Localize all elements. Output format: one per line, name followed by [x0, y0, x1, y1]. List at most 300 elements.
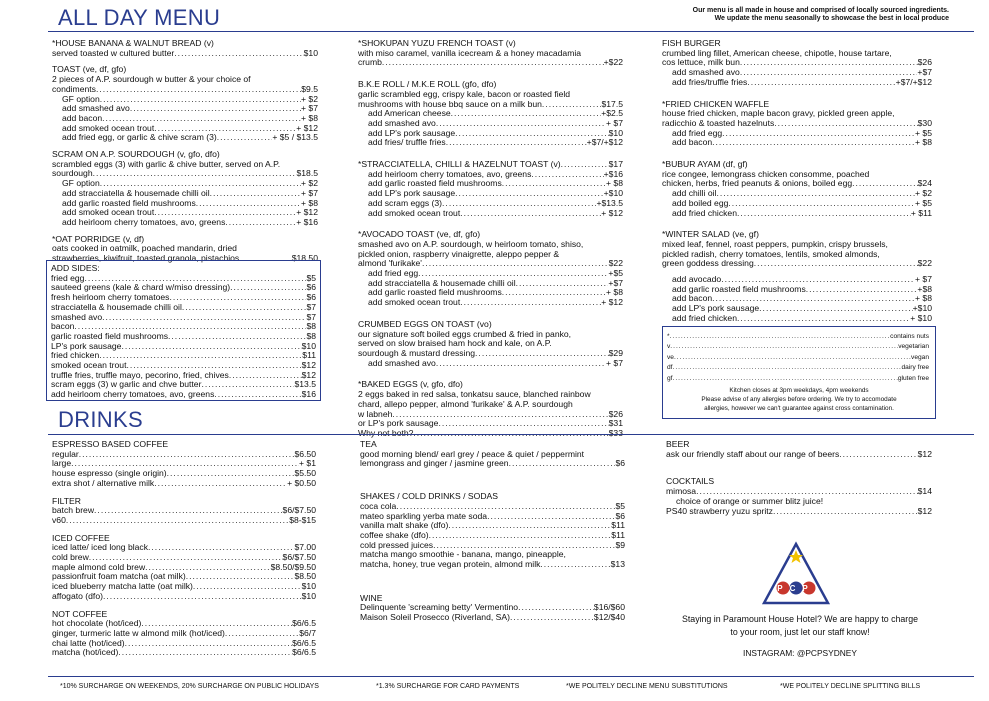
item-label: GF option — [62, 179, 100, 189]
item-label: mimosa — [666, 487, 697, 497]
item-price: $8 — [306, 322, 316, 332]
item-label: mushrooms with house bbq sauce on a milk bun — [358, 99, 542, 109]
menu-item-scram — [52, 150, 318, 228]
dot-leader — [722, 129, 915, 139]
item-line — [662, 58, 932, 68]
drink-section-title: ICED COFFEE — [52, 532, 110, 543]
dot-leader — [169, 293, 306, 303]
dot-leader — [130, 104, 301, 114]
item-label: large — [52, 459, 72, 469]
drink-item — [52, 479, 316, 489]
allergy-note-2: allergies, however we can't guarantee against cross contamination. — [704, 405, 894, 412]
menu-item-bubur-ayam — [662, 160, 932, 218]
item-label: add fried egg — [672, 128, 723, 138]
add-on-line — [662, 138, 932, 148]
add-on-line — [358, 279, 623, 289]
item-price: +$22 — [603, 58, 623, 68]
dot-leader — [125, 639, 292, 649]
item-label: smoked ocean trout — [51, 361, 127, 371]
item-label: strawberries, kiwifruit, toasted granola, pistachios — [52, 254, 240, 264]
drink-item — [52, 506, 316, 516]
add-on-line — [358, 199, 623, 209]
item-title: *OAT PORRIDGE (v, df) — [52, 233, 145, 244]
drink-section-title: COCKTAILS — [666, 476, 715, 487]
legend-item — [667, 332, 929, 342]
dot-leader — [747, 78, 895, 88]
tea-section — [360, 440, 625, 469]
add-on-line — [52, 189, 318, 199]
dot-leader — [174, 49, 303, 59]
add-on-line — [358, 170, 623, 180]
dot-leader — [148, 543, 294, 553]
item-label: batch brew — [52, 506, 95, 516]
item-label: add fried chicken — [672, 313, 737, 323]
drink-item — [360, 459, 625, 469]
item-label: add heirloom cherry tomatoes, avo, greens — [62, 217, 226, 227]
side-item — [51, 313, 316, 323]
item-title: *HOUSE BANANA & WALNUT BREAD (v) — [52, 38, 214, 48]
item-price: + $5 — [915, 198, 932, 208]
dot-leader — [774, 119, 917, 129]
item-title-line — [358, 160, 623, 170]
item-price: $26 — [608, 409, 623, 419]
item-description: served on slow braised ham hock and kale, on A.P. — [358, 338, 552, 349]
item-description: rice congee, lemongrass chicken consomme, poached — [662, 168, 870, 179]
item-label: add stracciatella & housemade chilli oil — [368, 278, 516, 288]
side-item — [51, 274, 316, 284]
dot-leader — [89, 553, 283, 563]
item-price: $30 — [917, 118, 932, 128]
add-sides-title: ADD SIDES: — [51, 263, 100, 273]
item-price: $11 — [611, 521, 625, 531]
item-price: + $8 — [915, 294, 932, 304]
item-label: hot chocolate (hot/iced) — [52, 619, 142, 629]
item-line — [358, 349, 623, 359]
item-label: add garlic roasted field mushrooms — [62, 198, 196, 208]
item-label: cold pressed juices — [360, 540, 434, 550]
item-price: $11 — [611, 530, 625, 540]
dot-leader — [670, 342, 898, 352]
item-label: fried chicken — [51, 351, 100, 361]
dot-leader — [193, 582, 302, 592]
dot-leader — [442, 199, 596, 209]
item-price: $6/6.5 — [292, 648, 316, 658]
item-price: $17.5 — [601, 99, 623, 109]
item-price: $6 — [615, 511, 625, 521]
drink-section-title: SHAKES / COLD DRINKS / SODAS — [360, 491, 499, 502]
item-label: scram eggs (3) w garlic and chve butter — [51, 380, 202, 390]
drinks-divider — [48, 434, 974, 435]
dot-leader — [561, 160, 609, 170]
drink-item — [360, 613, 625, 623]
drink-item — [52, 619, 316, 629]
drink-item — [52, 648, 316, 658]
item-title: FISH BURGER — [662, 38, 721, 48]
dot-leader — [455, 189, 603, 199]
menu-item-shokupan — [358, 39, 623, 68]
item-label: matcha (hot/iced) — [52, 648, 119, 658]
item-title: SCRAM ON A.P. SOURDOUGH (v, gfo, dfo) — [52, 149, 220, 160]
instagram-handle[interactable]: INSTAGRAM: @PCPSYDNEY — [743, 648, 857, 658]
side-item — [51, 342, 316, 352]
item-label: mateo sparkling yerba mate soda — [360, 511, 488, 521]
item-line — [358, 410, 623, 420]
dot-leader — [210, 189, 301, 199]
item-price: +$5 — [608, 269, 623, 279]
add-on-line — [662, 199, 932, 209]
wine-section — [360, 594, 625, 623]
drink-section-title: WINE — [360, 592, 383, 603]
item-label: *STRACCIATELLA, CHILLI & HAZELNUT TOAST (v) — [358, 160, 561, 170]
item-description: smashed avo on A.P. sourdough, w heirloom tomato, shiso, — [358, 238, 584, 249]
item-label: smashed avo — [51, 312, 103, 322]
filter-section — [52, 497, 316, 526]
item-price: + $12 — [296, 123, 318, 133]
item-title: *FRIED CHICKEN WAFFLE — [662, 98, 770, 109]
item-label: sourdough — [52, 169, 93, 179]
not-coffee-section — [52, 610, 316, 659]
item-price: $8 — [306, 331, 316, 341]
hotel-note: Staying in Paramount House Hotel? We are happy to charge to your room, just let our staff know! — [681, 614, 919, 637]
item-title: *AVOCADO TOAST (ve, df, gfo) — [358, 229, 481, 240]
item-line — [358, 259, 623, 269]
item-label: bacon — [51, 322, 75, 332]
item-price: + $2 — [301, 179, 318, 189]
drink-item — [52, 563, 316, 573]
add-on-line — [358, 359, 623, 369]
menu-item-baked-eggs — [358, 380, 623, 438]
dot-leader — [214, 390, 301, 400]
dot-leader — [754, 259, 918, 269]
dot-leader — [475, 349, 609, 359]
item-price: $10 — [301, 341, 316, 351]
item-price: $9 — [615, 540, 625, 550]
dot-leader — [438, 419, 608, 429]
item-label: add fried egg — [368, 269, 419, 279]
item-price: + $8 — [606, 288, 623, 298]
item-price: + $2 — [915, 189, 932, 199]
drink-section-title: NOT COFFEE — [52, 608, 108, 619]
legend-item — [667, 353, 929, 363]
dot-leader — [71, 459, 299, 469]
item-price: vegetarian — [898, 343, 929, 351]
item-label: df — [667, 364, 673, 372]
dot-leader — [182, 303, 307, 313]
item-label: add bacon — [672, 138, 713, 148]
drink-item — [52, 450, 316, 460]
dot-leader — [126, 361, 301, 371]
drink-item — [52, 459, 316, 469]
item-label: add bacon — [672, 294, 713, 304]
dot-leader — [79, 450, 295, 460]
add-on-line — [358, 298, 623, 308]
item-description: our signature soft boiled eggs crumbed & fried in panko, — [358, 328, 572, 339]
item-price: $17 — [608, 160, 623, 170]
logo-text: PCP — [777, 584, 815, 593]
drink-item — [52, 469, 316, 479]
item-price: $13 — [610, 560, 625, 570]
item-price: + $7 — [606, 118, 623, 128]
menu-item-avocado-toast — [358, 230, 623, 308]
drink-item — [52, 516, 316, 526]
dot-leader — [154, 124, 296, 134]
item-label: add smashed avo — [368, 358, 436, 368]
add-on-line — [52, 114, 318, 124]
item-price: $6/6.5 — [292, 638, 316, 648]
drink-item — [52, 639, 316, 649]
espresso-section — [52, 440, 316, 489]
item-label: add scram eggs (3) — [368, 198, 443, 208]
drinks-title: DRINKS — [58, 407, 143, 432]
drink-item — [360, 502, 625, 512]
drink-line: good morning blend/ earl grey / peace & quiet / peppermint — [360, 448, 585, 459]
side-item — [51, 390, 316, 400]
item-price: $8.50 — [294, 572, 316, 582]
item-title: *BUBUR AYAM (df, gf) — [662, 159, 748, 170]
dot-leader — [737, 209, 911, 219]
item-price: + $2 — [301, 94, 318, 104]
dot-leader — [382, 58, 604, 68]
item-label: add garlic roasted field mushrooms — [368, 179, 502, 189]
add-on-line — [52, 133, 318, 143]
item-price: $5.50 — [294, 469, 316, 479]
item-price: $7.00 — [294, 543, 316, 553]
dot-leader — [487, 512, 615, 522]
dot-leader — [673, 374, 898, 384]
item-line — [662, 119, 932, 129]
item-price: $8-$15 — [289, 515, 316, 525]
item-price: + $7 — [915, 275, 932, 285]
item-description: garlic scrambled egg, crispy kale, bacon or roasted field — [358, 88, 571, 99]
dot-leader — [422, 259, 609, 269]
add-on-line — [52, 199, 318, 209]
legend-item — [667, 374, 929, 384]
item-price: $5 — [306, 273, 316, 283]
dot-leader — [94, 506, 283, 516]
item-label: add boiled egg — [672, 198, 729, 208]
item-price: $12 — [917, 449, 932, 459]
item-label: iced blueberry matcha latte (oat milk) — [52, 582, 193, 592]
item-price: $10 — [608, 128, 623, 138]
item-label: add garlic roasted field mushrooms — [672, 284, 806, 294]
pcp-logo — [762, 541, 830, 605]
item-label: Delinquente 'screaming betty' Vermentino — [360, 603, 519, 613]
drink-item — [666, 507, 932, 517]
add-on-line — [662, 189, 932, 199]
dot-leader — [674, 353, 911, 363]
add-on-line — [358, 129, 623, 139]
dot-leader — [540, 560, 610, 570]
dot-leader — [436, 119, 606, 129]
item-label: GF option — [62, 94, 100, 104]
dot-leader — [225, 218, 296, 228]
dot-leader — [186, 572, 295, 582]
item-label: add smoked ocean trout — [62, 123, 155, 133]
drink-section-title: FILTER — [52, 495, 81, 506]
menu-item-stracciatella — [358, 160, 623, 218]
item-label: chai latte (hot/iced) — [52, 638, 125, 648]
dot-leader — [93, 169, 297, 179]
side-item — [51, 371, 316, 381]
item-label: v — [667, 343, 671, 351]
item-description: pickled radish, cherry tomatoes, lentils, smoked almonds, — [662, 248, 880, 259]
dot-leader — [118, 648, 292, 658]
item-price: + $7 — [301, 104, 318, 114]
menu-item-bke-roll — [358, 80, 623, 148]
drinks-column-2 — [360, 440, 625, 623]
item-price: $12 — [301, 370, 316, 380]
item-price: +$7/+$12 — [895, 77, 932, 87]
item-line — [52, 49, 318, 59]
drink-item — [52, 629, 316, 639]
dot-leader — [670, 332, 891, 342]
item-description: house fried chicken, maple bacon gravy, pickled green apple, — [662, 108, 895, 119]
dot-leader — [451, 109, 602, 119]
item-label: coffee shake (dfo) — [360, 530, 429, 540]
item-price: + $16 — [296, 217, 318, 227]
item-label: add smashed avo — [368, 118, 436, 128]
item-label: sauteed greens (kale & chard w/miso dressing) — [51, 283, 231, 293]
item-price: $11 — [302, 351, 316, 361]
item-price: $7 — [306, 302, 316, 312]
add-on-line — [52, 124, 318, 134]
dot-leader — [673, 363, 902, 373]
dot-leader — [418, 269, 608, 279]
item-price: + $12 — [296, 208, 318, 218]
item-label: add smoked ocean trout — [62, 208, 155, 218]
drink-item — [52, 553, 316, 563]
legend-item — [667, 342, 929, 352]
page-title: ALL DAY MENU — [58, 5, 221, 30]
add-on-line — [52, 95, 318, 105]
item-price: $31 — [608, 419, 623, 429]
menu-item-fish-burger — [662, 39, 932, 88]
dot-leader — [448, 521, 611, 531]
item-price: +$8 — [917, 284, 932, 294]
item-price: $29 — [608, 348, 623, 358]
dot-leader — [839, 450, 917, 460]
item-price: $5 — [615, 501, 625, 511]
item-price: +$7/+$12 — [586, 138, 623, 148]
item-label: house espresso (single origin) — [52, 469, 167, 479]
menu-item-winter-salad — [662, 230, 932, 323]
drink-section-title: TEA — [360, 439, 377, 449]
item-label: passionfruit foam matcha (oat milk) — [52, 572, 186, 582]
item-label: add fries/truffle fries — [672, 77, 748, 87]
legend-item — [667, 363, 929, 373]
menu-item-toast — [52, 65, 318, 143]
add-on-line — [358, 119, 623, 129]
dot-leader — [740, 58, 918, 68]
item-description: pickled onion, raspberry vinaigrette, aleppo pepper & — [358, 248, 560, 259]
add-on-line — [662, 129, 932, 139]
item-price: + $11 — [910, 208, 932, 218]
item-price: $6/7 — [299, 628, 316, 638]
item-label: add fries/ truffle fries — [368, 138, 446, 148]
item-label: iced latte/ iced long black — [52, 543, 149, 553]
side-item — [51, 332, 316, 342]
item-price: contains nuts — [890, 333, 929, 340]
item-title: *SHOKUPAN YUZU FRENCH TOAST (v) — [358, 38, 516, 48]
add-sides-box — [46, 260, 321, 401]
dot-leader — [436, 359, 606, 369]
dot-leader — [102, 313, 306, 323]
item-label: add fried egg, or garlic & chive scram (3) — [62, 133, 217, 143]
dot-leader — [74, 322, 306, 332]
item-label: v60 — [52, 515, 66, 525]
item-price: +$16 — [603, 169, 623, 179]
menu-column-2 — [358, 39, 623, 439]
item-label: LP's pork sausage — [51, 341, 122, 351]
dot-leader — [145, 563, 270, 573]
menu-column-3 — [662, 39, 932, 324]
item-label: matcha, honey, true vegan protein, almond milk — [360, 560, 541, 570]
dot-leader — [712, 138, 915, 148]
dot-leader — [196, 199, 301, 209]
side-item — [51, 283, 316, 293]
item-price: + $8 — [301, 113, 318, 123]
drink-item — [52, 592, 316, 602]
item-label: affogato (dfo) — [52, 591, 103, 601]
item-label: w labneh — [358, 409, 393, 419]
item-description: with miso caramel, vanilla icecream & a honey macadamia — [358, 47, 582, 58]
dot-leader — [542, 100, 602, 110]
add-on-line — [358, 209, 623, 219]
dot-leader — [518, 603, 594, 613]
add-on-line — [358, 269, 623, 279]
drink-section-title: BEER — [666, 439, 690, 449]
item-label: ve — [667, 353, 674, 361]
dot-leader — [102, 114, 301, 124]
item-price: + $10 — [910, 313, 932, 323]
drink-line: choice of orange or summer blitz juice! — [676, 495, 824, 506]
item-price: $6.50 — [294, 449, 316, 459]
item-price: $13.5 — [294, 380, 316, 390]
footer-surcharge: *10% SURCHARGE ON WEEKENDS, 20% SURCHARGE ON PUBLIC HOLIDAYS — [60, 683, 319, 690]
drink-item — [52, 572, 316, 582]
dot-leader — [716, 189, 915, 199]
dot-leader — [429, 531, 612, 541]
item-label: add avocado — [672, 275, 722, 285]
add-on-line — [358, 138, 623, 148]
dot-leader — [66, 516, 289, 526]
drink-item — [666, 450, 932, 460]
dot-leader — [84, 274, 306, 284]
item-price: $22 — [608, 259, 623, 269]
side-item — [51, 303, 316, 313]
item-price: $26 — [917, 58, 932, 68]
dot-leader — [217, 133, 273, 143]
item-title: *BAKED EGGS (v, gfo, dfo) — [358, 379, 463, 390]
item-label: add garlic roasted field mushrooms — [368, 288, 502, 298]
add-on-line — [358, 189, 623, 199]
item-label: served toasted w cultured butter — [52, 48, 175, 58]
item-price: dairy free — [901, 364, 929, 372]
item-price: vegan — [911, 353, 929, 361]
item-description: scrambled eggs (3) with garlic & chive butter, served on A.P. — [52, 158, 281, 169]
add-on-line — [662, 294, 932, 304]
menu-item-banana-bread — [52, 39, 318, 58]
dot-leader — [168, 332, 306, 342]
item-label: coca cola — [360, 501, 397, 511]
add-on-line — [52, 179, 318, 189]
item-price: $18.5 — [296, 169, 318, 179]
add-on-line — [662, 78, 932, 88]
dot-leader — [100, 179, 301, 189]
dot-leader — [737, 314, 910, 324]
item-price: +$13.5 — [596, 198, 623, 208]
item-price: + $1 — [299, 459, 316, 469]
